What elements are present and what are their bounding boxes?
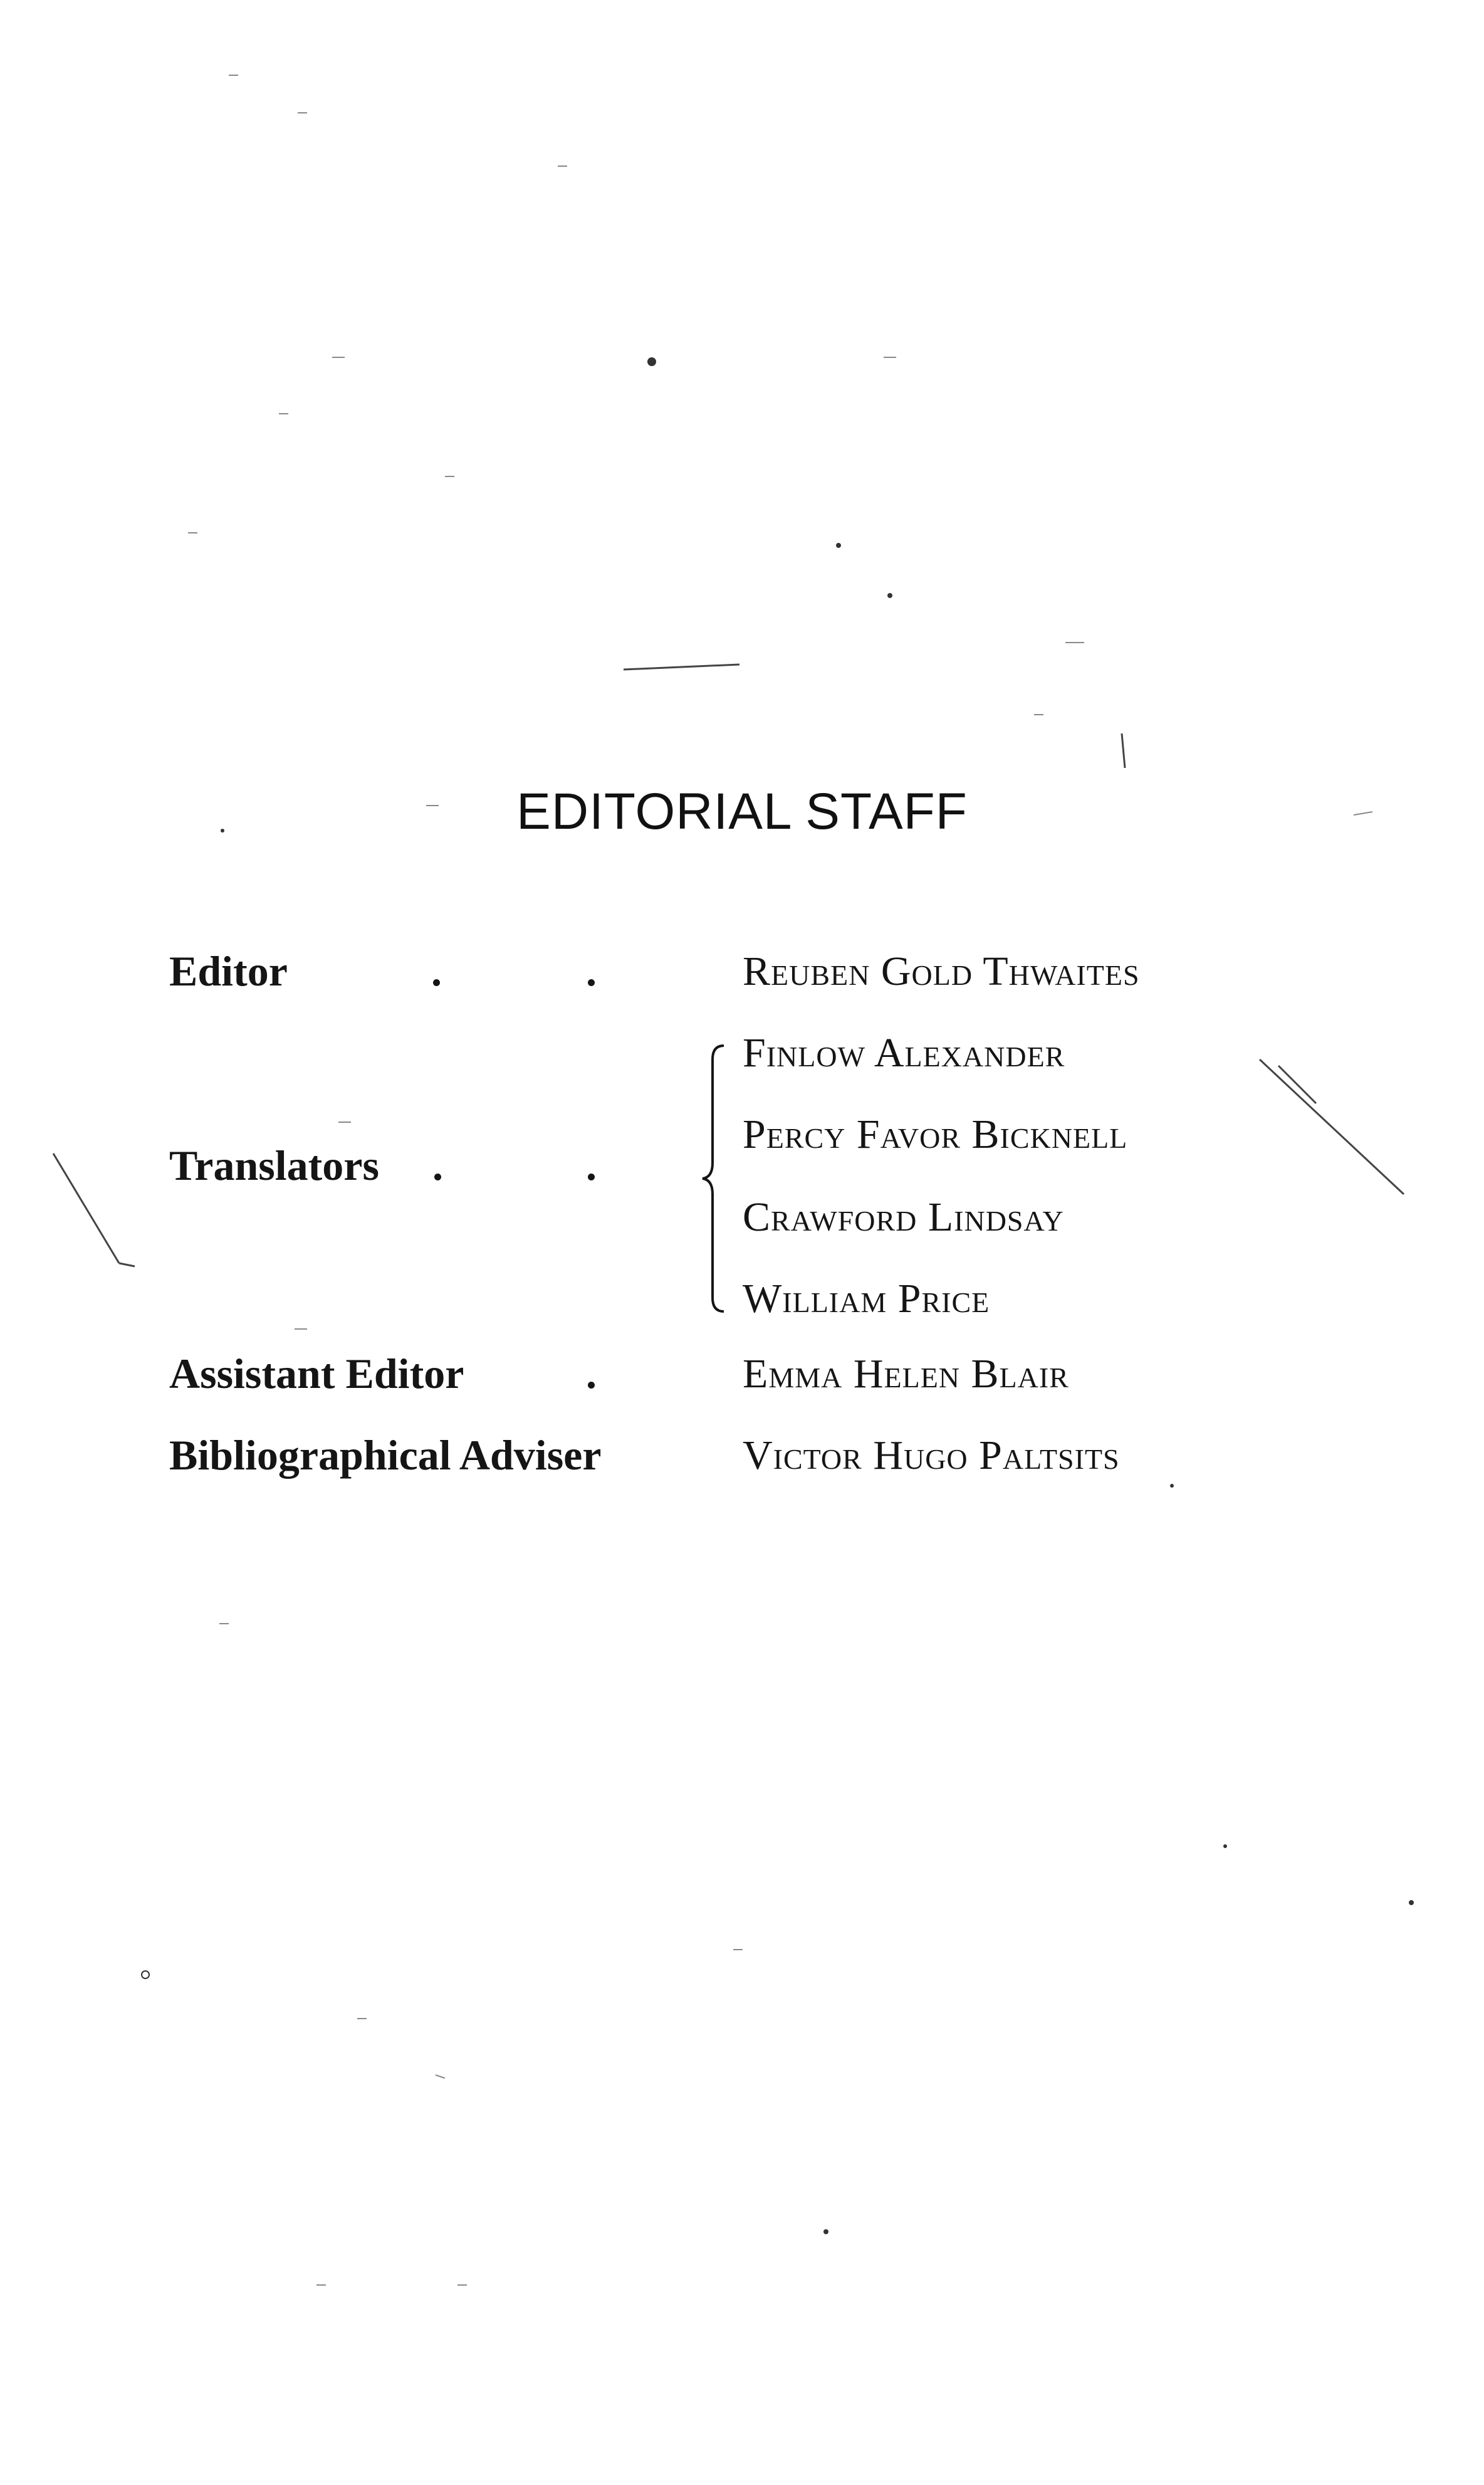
- assistant-editor-name: Emma Helen Blair: [743, 1351, 1069, 1397]
- leader-dot: .: [586, 1350, 597, 1397]
- bibliographical-adviser-role-label: Bibliographical Adviser: [169, 1431, 602, 1479]
- assistant-editor-role-label: Assistant Editor: [169, 1350, 464, 1397]
- leader-dot: .: [432, 1142, 443, 1189]
- translator-name: Finlow Alexander: [743, 1030, 1065, 1076]
- curly-brace: [699, 1041, 736, 1316]
- leader-dot: .: [431, 947, 442, 995]
- page-title: EDITORIAL STAFF: [516, 783, 968, 840]
- leader-dot: .: [586, 947, 597, 995]
- translator-name: Crawford Lindsay: [743, 1194, 1064, 1240]
- editor-name: Reuben Gold Thwaites: [743, 948, 1140, 994]
- leader-dot: .: [586, 1142, 597, 1189]
- translators-role-label: Translators: [169, 1142, 379, 1189]
- bibliographical-adviser-name: Victor Hugo Paltsits: [743, 1432, 1120, 1478]
- translator-name: William Price: [743, 1276, 990, 1321]
- translator-name: Percy Favor Bicknell: [743, 1111, 1128, 1157]
- editor-role-label: Editor: [169, 947, 288, 995]
